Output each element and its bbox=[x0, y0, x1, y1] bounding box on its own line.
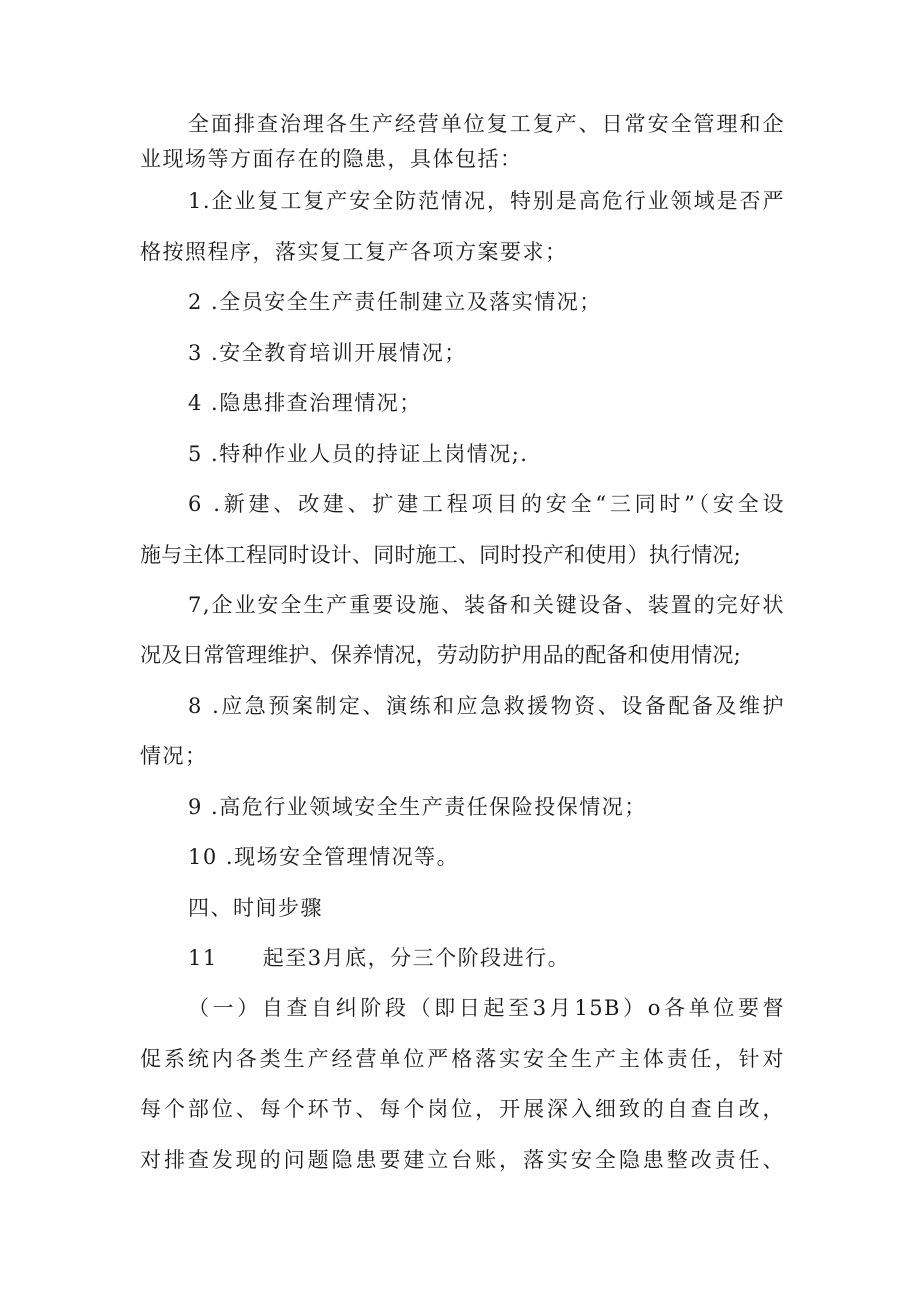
list-item-6-line-2: 施与主体工程同时设计、同时施工、同时投产和使用）执行情况; bbox=[140, 543, 741, 567]
paragraph-self-check-line-3: 每个部位、每个环节、每个岗位，开展深入细致的自查自改， bbox=[140, 1097, 785, 1121]
list-item-6-line-1: 6 .新建、改建、扩建工程项目的安全“三同时”（安全设 bbox=[188, 492, 785, 516]
list-item-4: 4 .隐患排查治理情况； bbox=[188, 391, 422, 415]
section-heading-time-steps: 四、时间步骤 bbox=[188, 896, 323, 920]
list-item-9: 9 .高危行业领域安全生产责任保险投保情况； bbox=[188, 795, 647, 819]
list-item-3: 3 .安全教育培训开展情况； bbox=[188, 341, 467, 365]
list-item-5: 5 .特种作业人员的持证上岗情况;. bbox=[188, 442, 529, 466]
list-item-8-line-2: 情况； bbox=[140, 744, 208, 768]
paragraph-intro-line-1: 全面排查治理各生产经营单位复工复产、日常安全管理和企 bbox=[188, 112, 785, 136]
list-item-10: 10 .现场安全管理情况等。 bbox=[188, 845, 460, 869]
list-item-1-line-2: 格按照程序，落实复工复产各项方案要求； bbox=[140, 240, 568, 264]
list-item-2: 2 .全员安全生产责任制建立及落实情况； bbox=[188, 290, 602, 314]
paragraph-self-check-line-1: （一）自查自纠阶段（即日起至3月15B）o各单位要督 bbox=[188, 996, 785, 1020]
list-item-7-line-1: 7,企业安全生产重要设施、装备和关键设备、装置的完好状 bbox=[188, 593, 785, 617]
paragraph-time-range: 11 起至3月底，分三个阶段进行。 bbox=[188, 946, 571, 970]
paragraph-self-check-line-4: 对排查发现的问题隐患要建立台账，落实安全隐患整改责任、 bbox=[140, 1148, 785, 1172]
list-item-7-line-2: 况及日常管理维护、保养情况，劳动防护用品的配备和使用情况; bbox=[140, 643, 741, 667]
list-item-1-line-1: 1.企业复工复产安全防范情况，特别是高危行业领域是否严 bbox=[188, 189, 785, 213]
paragraph-self-check-line-2: 促系统内各类生产经营单位严格落实安全生产主体责任，针对 bbox=[140, 1047, 785, 1071]
paragraph-intro-line-2: 业现场等方面存在的隐患，具体包括： bbox=[140, 147, 523, 171]
list-item-8-line-1: 8 .应急预案制定、演练和应急救援物资、设备配备及维护 bbox=[188, 694, 785, 718]
